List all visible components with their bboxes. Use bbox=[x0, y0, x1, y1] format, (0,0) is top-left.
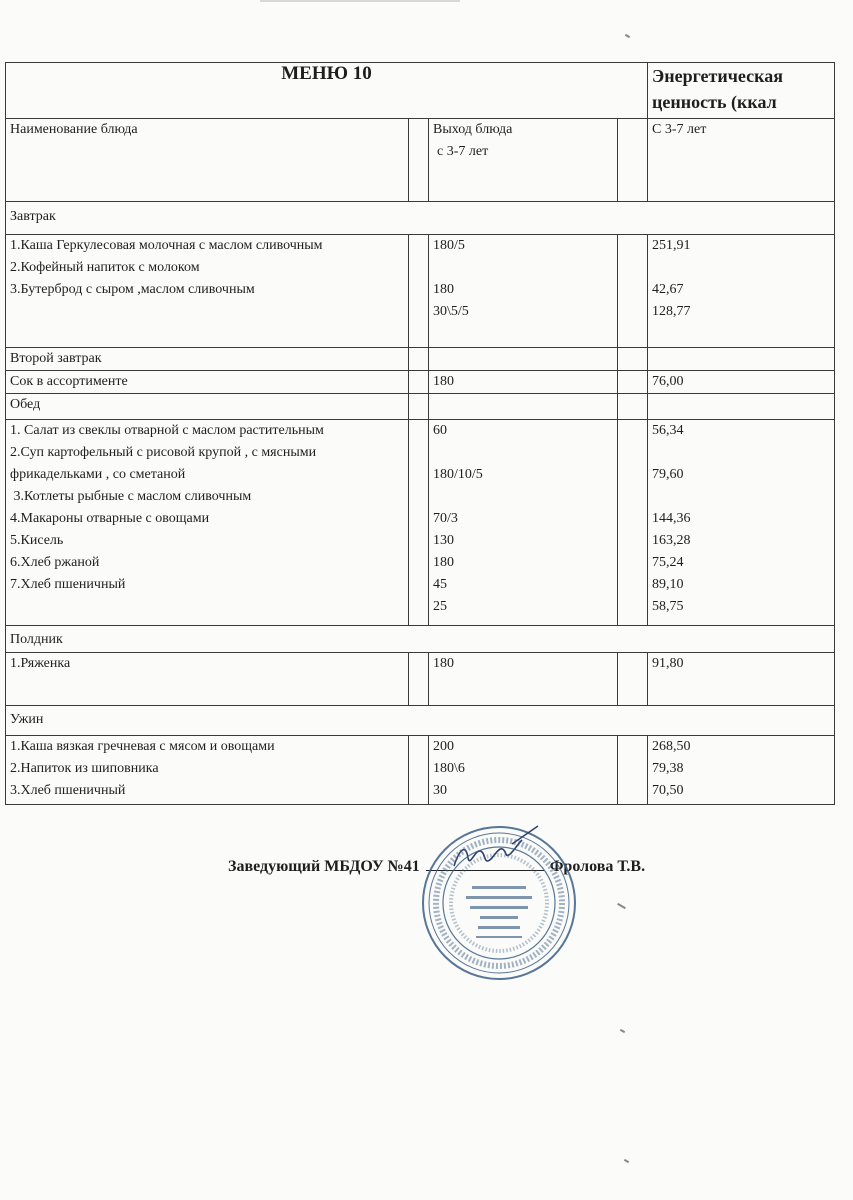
spacer-cell bbox=[409, 235, 429, 348]
section-row-second-breakfast bbox=[6, 348, 835, 371]
dish-kcal: 268,50 bbox=[652, 739, 691, 754]
dish-kcal: 75,24 bbox=[652, 555, 684, 570]
empty-cell bbox=[648, 394, 835, 420]
spacer-cell bbox=[618, 394, 648, 420]
dish-name-header: Наименование блюда bbox=[6, 119, 409, 202]
dish-kcal: 76,00 bbox=[648, 371, 835, 394]
section-title: Полдник bbox=[6, 626, 835, 653]
energy-value-header: Энергетическая ценность (ккал bbox=[648, 63, 835, 119]
kcal-cell bbox=[648, 420, 835, 626]
dish-kcal: 163,28 bbox=[652, 533, 691, 548]
dish-kcal: 144,36 bbox=[652, 511, 691, 526]
spacer-cell bbox=[409, 119, 429, 202]
signatory-name: Фролова Т.В. bbox=[549, 858, 646, 875]
dish-yield: 180 bbox=[433, 282, 454, 297]
dish-yield: 200 bbox=[433, 739, 454, 754]
page-top-edge-mark bbox=[260, 0, 460, 2]
dish-kcal: 251,91 bbox=[652, 238, 691, 253]
dish-yield: 180 bbox=[429, 371, 618, 394]
table-row bbox=[6, 653, 835, 706]
kcal-cell bbox=[648, 235, 835, 348]
dish-name: 6.Хлеб ржаной bbox=[10, 555, 100, 570]
dish-yield: 30\5/5 bbox=[433, 304, 469, 319]
section-row-lunch bbox=[6, 394, 835, 420]
dish-kcal: 56,34 bbox=[652, 423, 684, 438]
table-row bbox=[6, 736, 835, 805]
dish-kcal: 42,67 bbox=[652, 282, 684, 297]
yield-cell bbox=[429, 235, 618, 348]
dish-name: 2.Суп картофельный с рисовой крупой , с мясными фрикадельками , со сметаной bbox=[10, 445, 317, 482]
yield-cell bbox=[429, 420, 618, 626]
column-header-row bbox=[6, 119, 835, 202]
signatory-position: Заведующий МБДОУ №41 bbox=[228, 858, 420, 875]
dish-yield: 180 bbox=[433, 555, 454, 570]
yield-header-line1: Выход блюда bbox=[433, 122, 513, 137]
dish-yield: 45 bbox=[433, 577, 447, 592]
dish-name: 1. Салат из свеклы отварной с маслом растительным bbox=[10, 423, 324, 438]
paper-speck bbox=[624, 1159, 629, 1163]
empty-cell bbox=[648, 348, 835, 371]
section-title: Ужин bbox=[6, 706, 835, 736]
dish-yield: 180/5 bbox=[433, 238, 465, 253]
section-title: Завтрак bbox=[6, 202, 835, 235]
dish-name: 3.Хлеб пшеничный bbox=[10, 783, 126, 798]
official-seal-stamp-icon bbox=[420, 824, 578, 982]
dish-yield: 30 bbox=[433, 783, 447, 798]
dish-kcal: 128,77 bbox=[652, 304, 691, 319]
paper-speck bbox=[617, 903, 626, 909]
dish-name: 5.Кисель bbox=[10, 533, 64, 548]
dish-names-cell bbox=[6, 420, 409, 626]
kcal-cell bbox=[648, 736, 835, 805]
spacer-cell bbox=[409, 420, 429, 626]
dish-yield: 60 bbox=[433, 423, 447, 438]
dish-name: 1.Ряженка bbox=[6, 653, 409, 706]
dish-kcal: 79,38 bbox=[652, 761, 684, 776]
dish-yield: 180 bbox=[429, 653, 618, 706]
paper-speck bbox=[620, 1029, 625, 1033]
spacer-cell bbox=[618, 235, 648, 348]
dish-name: 1.Каша вязкая гречневая с мясом и овощами bbox=[10, 739, 275, 754]
dish-kcal: 91,80 bbox=[648, 653, 835, 706]
section-row-dinner bbox=[6, 706, 835, 736]
spacer-cell bbox=[618, 653, 648, 706]
dish-name: 4.Макароны отварные с овощами bbox=[10, 511, 210, 526]
section-title: Второй завтрак bbox=[6, 348, 409, 371]
table-title-row bbox=[6, 63, 835, 119]
dish-yield: 180\6 bbox=[433, 761, 465, 776]
dish-kcal: 58,75 bbox=[652, 599, 684, 614]
menu-title: МЕНЮ 10 bbox=[6, 63, 648, 119]
dish-kcal: 70,50 bbox=[652, 783, 684, 798]
dish-yield: 70/3 bbox=[433, 511, 458, 526]
spacer-cell bbox=[409, 736, 429, 805]
yield-header-line2: с 3-7 лет bbox=[437, 144, 489, 159]
dish-name: 3.Бутерброд с сыром ,маслом сливочным bbox=[10, 282, 255, 297]
empty-cell bbox=[429, 394, 618, 420]
dish-kcal: 89,10 bbox=[652, 577, 684, 592]
spacer-cell bbox=[618, 119, 648, 202]
dish-name: 2.Кофейный напиток с молоком bbox=[10, 260, 200, 275]
section-row-afternoon-snack bbox=[6, 626, 835, 653]
dish-yield: 180/10/5 bbox=[433, 467, 483, 482]
menu-table bbox=[5, 62, 835, 805]
dish-name: 7.Хлеб пшеничный bbox=[10, 577, 126, 592]
spacer-cell bbox=[618, 371, 648, 394]
dish-names-cell bbox=[6, 736, 409, 805]
dish-name: 2.Напиток из шиповника bbox=[10, 761, 159, 776]
paper-speck bbox=[625, 34, 630, 38]
dish-yield: 130 bbox=[433, 533, 454, 548]
spacer-cell bbox=[618, 348, 648, 371]
dish-name: 1.Каша Геркулесовая молочная с маслом сливочным bbox=[10, 238, 323, 253]
energy-age-header: С 3-7 лет bbox=[648, 119, 835, 202]
table-row bbox=[6, 235, 835, 348]
dish-name: 3.Котлеты рыбные с маслом сливочным bbox=[10, 489, 252, 504]
table-row bbox=[6, 371, 835, 394]
yield-header bbox=[429, 119, 618, 202]
spacer-cell bbox=[618, 420, 648, 626]
spacer-cell bbox=[618, 736, 648, 805]
table-row bbox=[6, 420, 835, 626]
dish-kcal: 79,60 bbox=[652, 467, 684, 482]
spacer-cell bbox=[409, 348, 429, 371]
dish-name: Сок в ассортименте bbox=[6, 371, 409, 394]
spacer-cell bbox=[409, 394, 429, 420]
dish-yield: 25 bbox=[433, 599, 447, 614]
section-row-breakfast bbox=[6, 202, 835, 235]
spacer-cell bbox=[409, 371, 429, 394]
spacer-cell bbox=[409, 653, 429, 706]
dish-names-cell bbox=[6, 235, 409, 348]
section-title: Обед bbox=[6, 394, 409, 420]
empty-cell bbox=[429, 348, 618, 371]
yield-cell bbox=[429, 736, 618, 805]
